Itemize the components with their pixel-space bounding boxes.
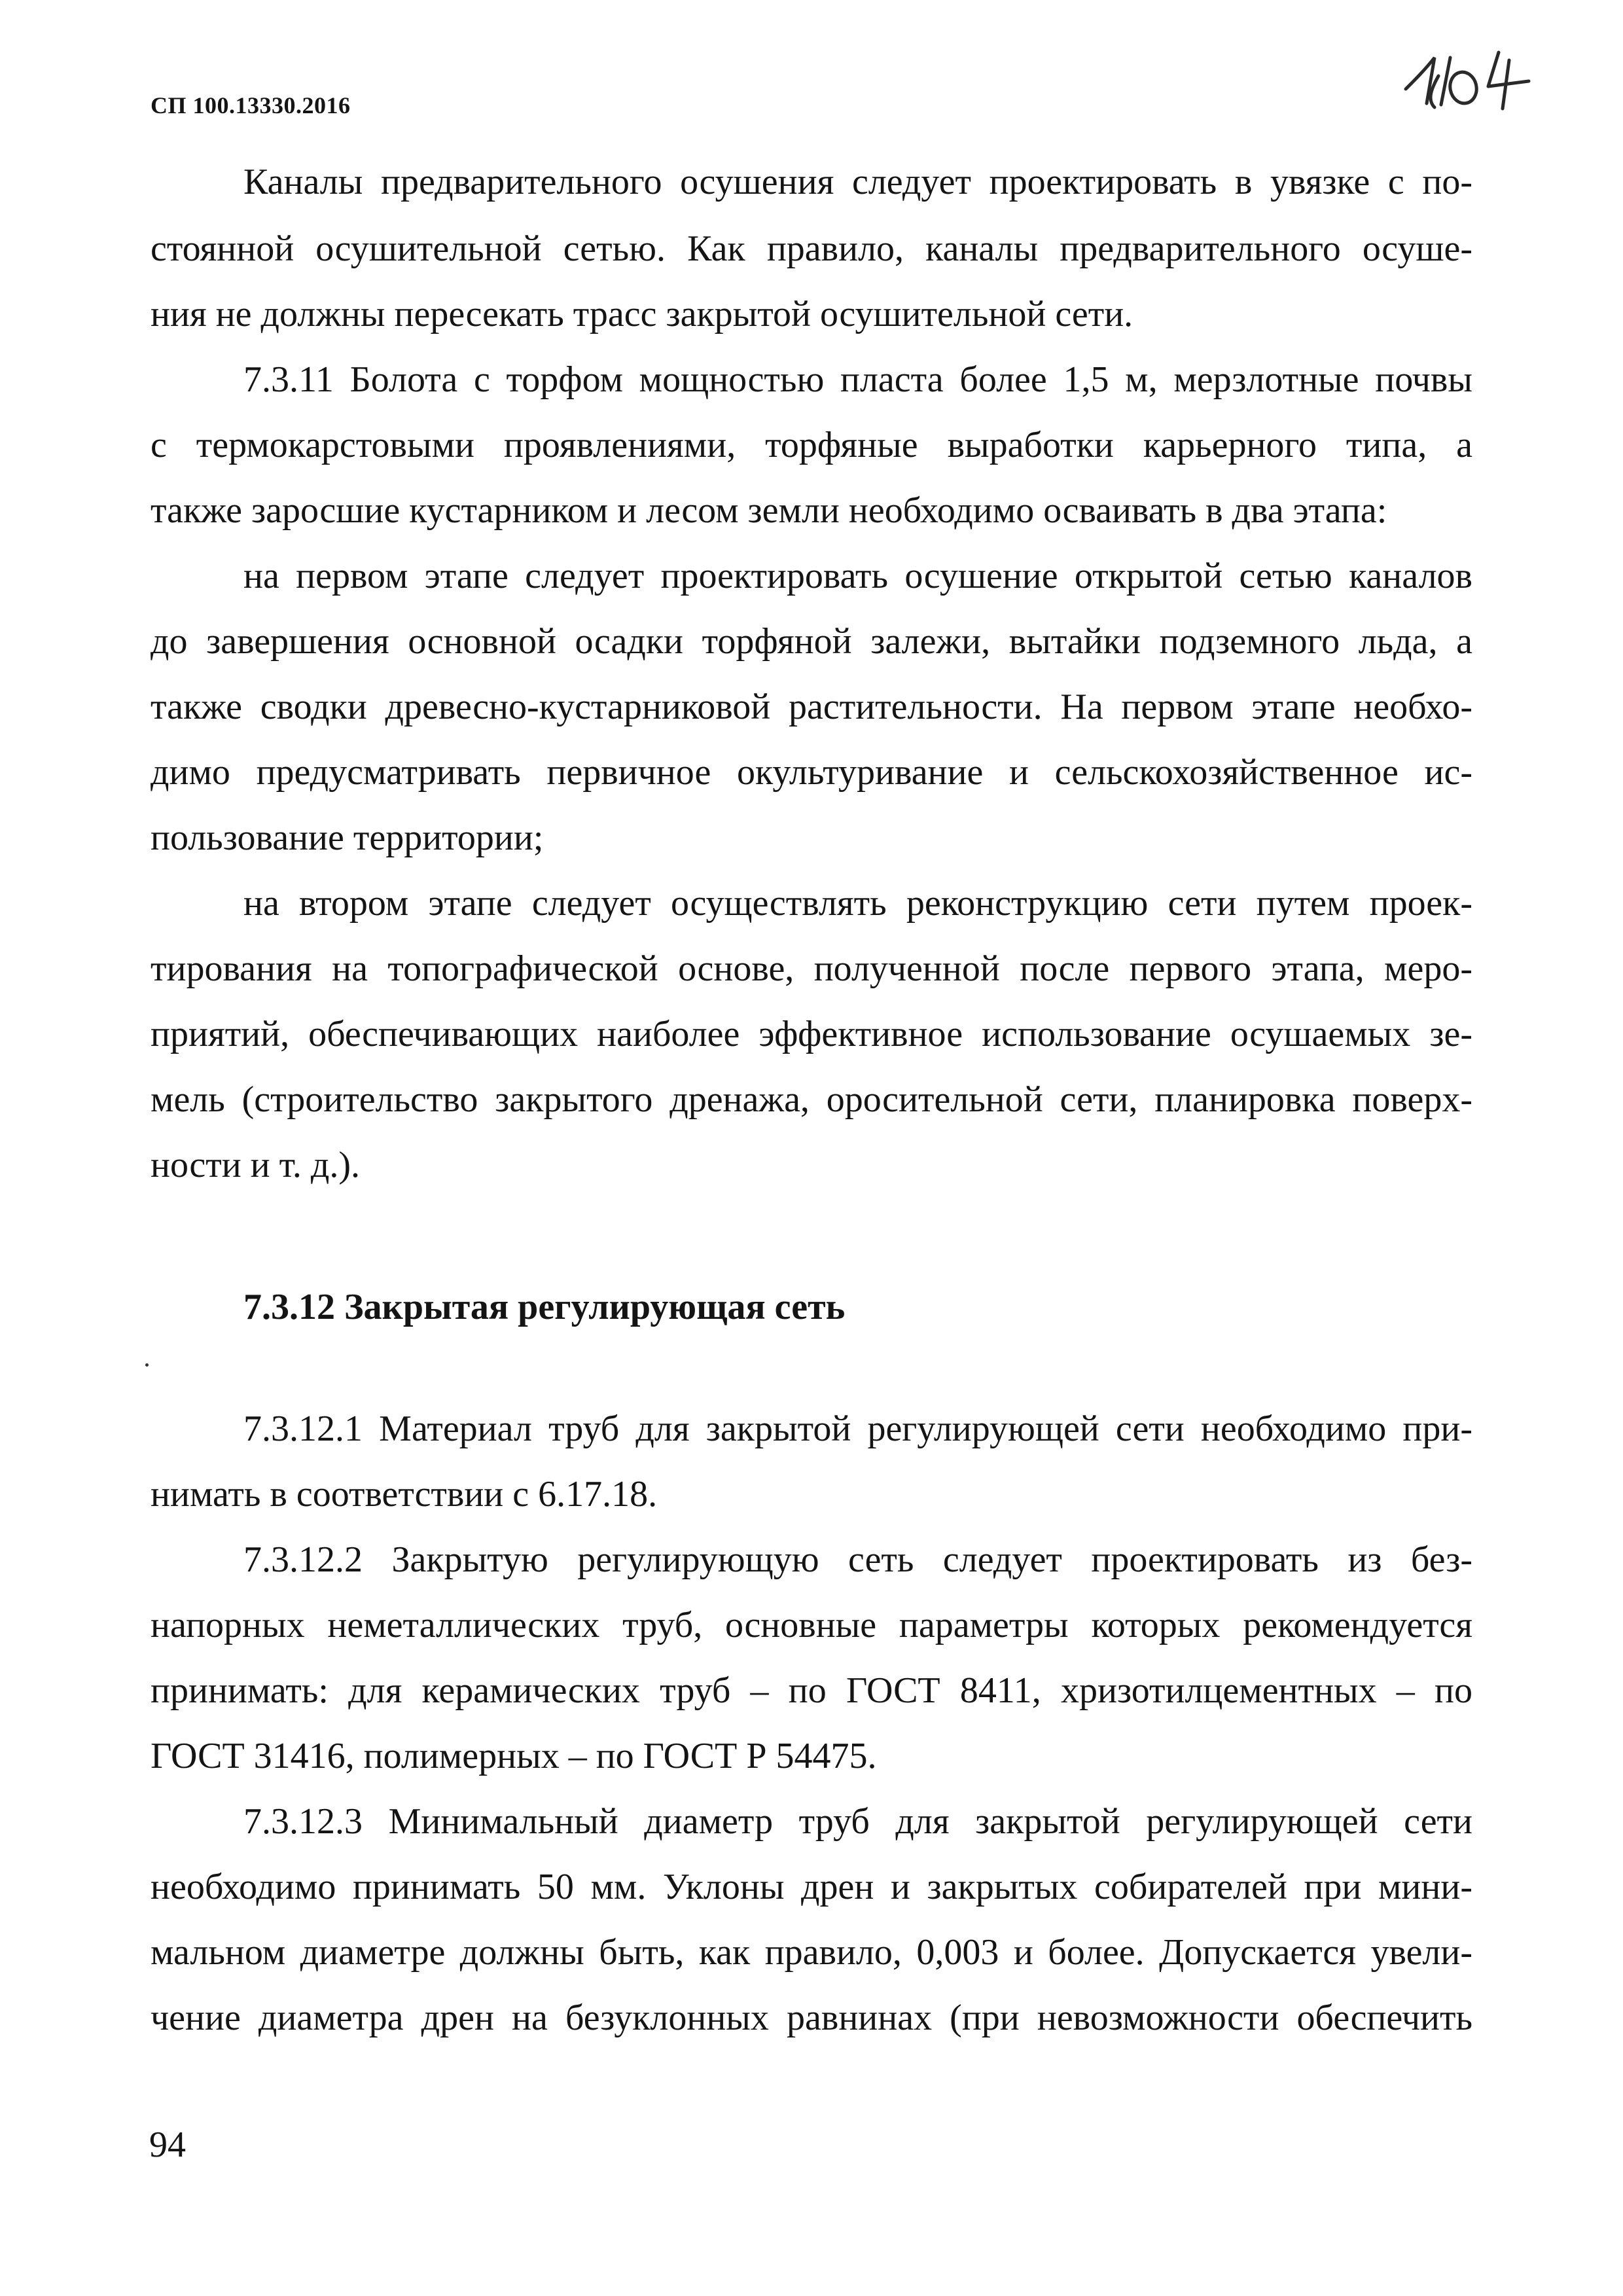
handwritten-page-number [1400,46,1538,111]
subsection-2-line-1: 7.3.12.2 Закрытую регулирующую сеть следует проектировать из без- [243,1539,1472,1580]
paragraph-4-line-2: тирования на топографической основе, полученной после первого этапа, меро- [151,948,1472,989]
subsection-1-line-2: нимать в соответствии с 6.17.18. [151,1474,658,1515]
paragraph-3-line-1: на первом этапе следует проектировать осушение открытой сетью каналов [243,556,1472,596]
paragraph-1-line-1: Каналы предварительного осушения следует проектировать в увязке с по- [243,162,1472,202]
section-heading: 7.3.12 Закрытая регулирующая сеть [243,1287,846,1327]
paragraph-4-line-4: мель (строительство закрытого дренажа, оросительной сети, планировка поверх- [151,1079,1472,1120]
document-code: СП 100.13330.2016 [151,92,351,118]
paragraph-3-line-5: пользование территории; [151,817,544,858]
paragraph-4-line-3: приятий, обеспечивающих наиболее эффективное использование осушаемых зе- [151,1014,1472,1054]
subsection-2-line-3: принимать: для керамических труб – по ГОСТ 8411, хризотилцементных – по [151,1670,1472,1711]
paragraph-3-line-4: димо предусматривать первичное окультуривание и сельскохозяйственное ис- [151,752,1472,793]
paragraph-2-line-3: также заросшие кустарником и лесом земли необходимо осваивать в два этапа: [151,490,1387,531]
paragraph-1-line-3: ния не должны пересекать трасс закрытой осушительной сети. [151,294,1133,334]
subsection-3-line-2: необходимо принимать 50 мм. Уклоны дрен и закрытых собирателей при мини- [151,1867,1472,1907]
subsection-3-line-1: 7.3.12.3 Минимальный диаметр труб для закрытой регулирующей сети [243,1801,1472,1842]
subsection-3-line-3: мальном диаметре должны быть, как правило, 0,003 и более. Допускается увели- [151,1932,1472,1973]
paragraph-3-line-3: также сводки древесно-кустарниковой растительности. На первом этапе необхо- [151,687,1472,727]
subsection-3-line-4: чение диаметра дрен на безуклонных равнинах (при невозможности обеспечить [151,1998,1472,2038]
page-number: 94 [149,2125,186,2165]
paragraph-2-line-2: с термокарстовыми проявлениями, торфяные выработки карьерного типа, а [151,425,1472,465]
subsection-1-line-1: 7.3.12.1 Материал труб для закрытой регулирующей сети необходимо при- [243,1408,1472,1449]
scan-speck [145,1363,149,1367]
paragraph-4-line-5: ности и т. д.). [151,1145,361,1185]
paragraph-4-line-1: на втором этапе следует осуществлять реконструкцию сети путем проек- [243,883,1472,924]
paragraph-2-line-1: 7.3.11 Болота с торфом мощностью пласта более 1,5 м, мерзлотные почвы [243,359,1472,400]
subsection-2-line-4: ГОСТ 31416, полимерных – по ГОСТ Р 54475. [151,1736,877,1776]
paragraph-3-line-2: до завершения основной осадки торфяной залежи, вытайки подземного льда, а [151,621,1472,662]
paragraph-1-line-2: стоянной осушительной сетью. Как правило, каналы предварительного осуше- [151,228,1472,269]
subsection-2-line-2: напорных неметаллических труб, основные параметры которых рекомендуется [151,1605,1472,1645]
